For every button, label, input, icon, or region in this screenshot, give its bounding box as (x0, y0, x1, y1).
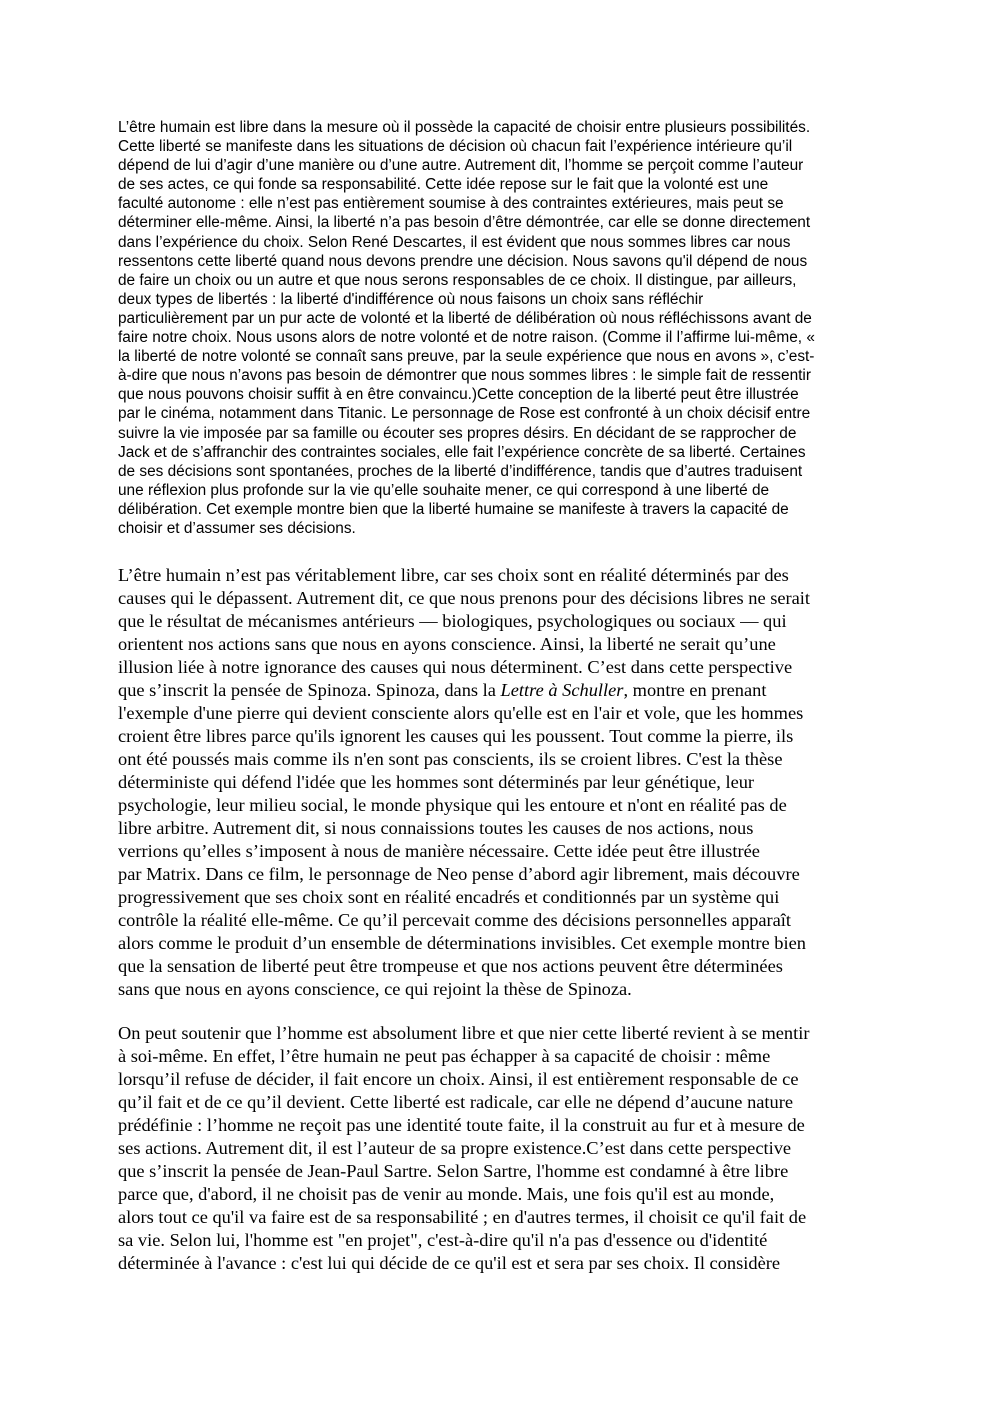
paragraph-spinoza-part-1: L’être humain n’est pas véritablement libre, car ses choix sont en réalité déterminés par des causes qui le dépassent. Autrement dit, ce que nous prenons pour des décisions libres ne serait que le résultat de mécanismes antérieurs — biologiques, psychologiques ou sociaux — qui orientent nos actions sans que nous en ayons conscience. Ainsi, la liberté ne serait qu’une illusion liée à notre ignorance des causes qui nous déterminent. C’est dans cette perspective que s’inscrit la pensée de Spinoza. Spinoza, dans la (118, 565, 811, 701)
paragraph-spinoza (118, 564, 878, 1001)
paragraph-descartes: L’être humain est libre dans la mesure où il possède la capacité de choisir entre plusieurs possibilités. Cette liberté se manifeste dans les situations de décision où chacun fait l’expérience intérieure qu’il dépend de lui d’agir d’une manière ou d’une autre. Autrement dit, l’homme se perçoit comme l’auteur de ses actes, ce qui fonde sa responsabilité. Cette idée repose sur le fait que la volonté est une faculté autonome : elle n’est pas entièrement soumise à des contraintes extérieures, mais peut se déterminer elle-même. Ainsi, la liberté n’a pas besoin d’être démontrée, car elle se donne directement dans l’expérience du choix. Selon René Descartes, il est évident que nous sommes libres car nous ressentons cette liberté quand nous devons prendre une décision. Nous savons qu'il dépend de nous de faire un choix ou un autre et que nous serons responsables de ce choix. Il distingue, par ailleurs, deux types de libertés : la liberté d'indifférence où nous faisons un choix sans réfléchir particulièrement par un pur acte de volonté et la liberté de délibération où nous réfléchissons avant de faire notre choix. Nous usons alors de notre volonté et de notre raison. (Comme il l’affirme lui-même, « la liberté de notre volonté se connaît sans preuve, par la seule expérience que nous en avons », c’est- à-dire que nous n’avons pas besoin de démontrer que nous sommes libres : le simple fait de ressentir que nous pouvons choisir suffit à en être convaincu.)Cette conception de la liberté peut être illustrée par le cinéma, notamment dans Titanic. Le personnage de Rose est confronté à un choix décisif entre suivre la vie imposée par sa famille ou écouter ses propres désirs. En décidant de se rapprocher de Jack et de s’affranchir des contraintes sociales, elle fait l’expérience concrète de sa liberté. Certaines de ses décisions sont spontanées, proches de la liberté d’indifférence, tandis que d’autres traduisent une réflexion plus profonde sur la vie qu’elle souhaite mener, ce qui correspond à une liberté de délibération. Cet exemple montre bien que la liberté humaine se manifeste à travers la capacité de choisir et d’assumer ses décisions. (118, 119, 815, 537)
book-title: Lettre à Schuller (500, 680, 624, 701)
document-page (118, 118, 878, 1275)
paragraph-spinoza-part-2: , montre en prenant l'exemple d'une pierre qui devient consciente alors qu'elle est en l'air et vole, que les hommes croient être libres parce qu'ils ignorent les causes qui les poussent. Tout comme la pierre, ils ont été poussés mais comme ils n'en sont pas conscients, ils se croient libres. C'est la thèse déterministe qui défend l'idée que les hommes sont déterminés par leur génétique, leur psychologie, leur milieu social, le monde physique qui les entoure et n'ont en réalité pas de libre arbitre. Autrement dit, si nous connaissions toutes les causes de nos actions, nous verrions qu’elles s’imposent à nous de manière nécessaire. Cette idée peut être illustrée par Matrix. Dans ce film, le personnage de Neo pense d’abord agir librement, mais découvre progressivement que ses choix sont en réalité encadrés et conditionnés par un système qui contrôle la réalité elle-même. Ce qu’il percevait comme des décisions personnelles apparaît alors comme le produit d’un ensemble de déterminations invisibles. Cet exemple montre bien que la sensation de liberté peut être trompeuse et que nos actions peuvent être déterminées sans que nous en ayons conscience, ce qui rejoint la thèse de Spinoza. (118, 680, 806, 1000)
paragraph-sartre: On peut soutenir que l’homme est absolument libre et que nier cette liberté revient à se mentir à soi-même. En effet, l’être humain ne peut pas échapper à sa capacité de choisir : même lorsqu’il refuse de décider, il fait encore un choix. Ainsi, il est entièrement responsable de ce qu’il fait et de ce qu’il devient. Cette liberté est radicale, car elle ne dépend d’aucune nature prédéfinie : l’homme ne reçoit pas une identité toute faite, il la construit au fur et à mesure de ses actions. Autrement dit, il est l’auteur de sa propre existence.C’est dans cette perspective que s’inscrit la pensée de Jean-Paul Sartre. Selon Sartre, l'homme est condamné à être libre parce que, d'abord, il ne choisit pas de venir au monde. Mais, une fois qu'il est au monde, alors tout ce qu'il va faire est de sa responsabilité ; en d'autres termes, il choisit ce qu'il fait de sa vie. Selon lui, l'homme est "en projet", c'est-à-dire qu'il n'a pas d'essence ou d'identité déterminée à l'avance : c'est lui qui décide de ce qu'il est et sera par ses choix. Il considère (118, 1023, 810, 1274)
